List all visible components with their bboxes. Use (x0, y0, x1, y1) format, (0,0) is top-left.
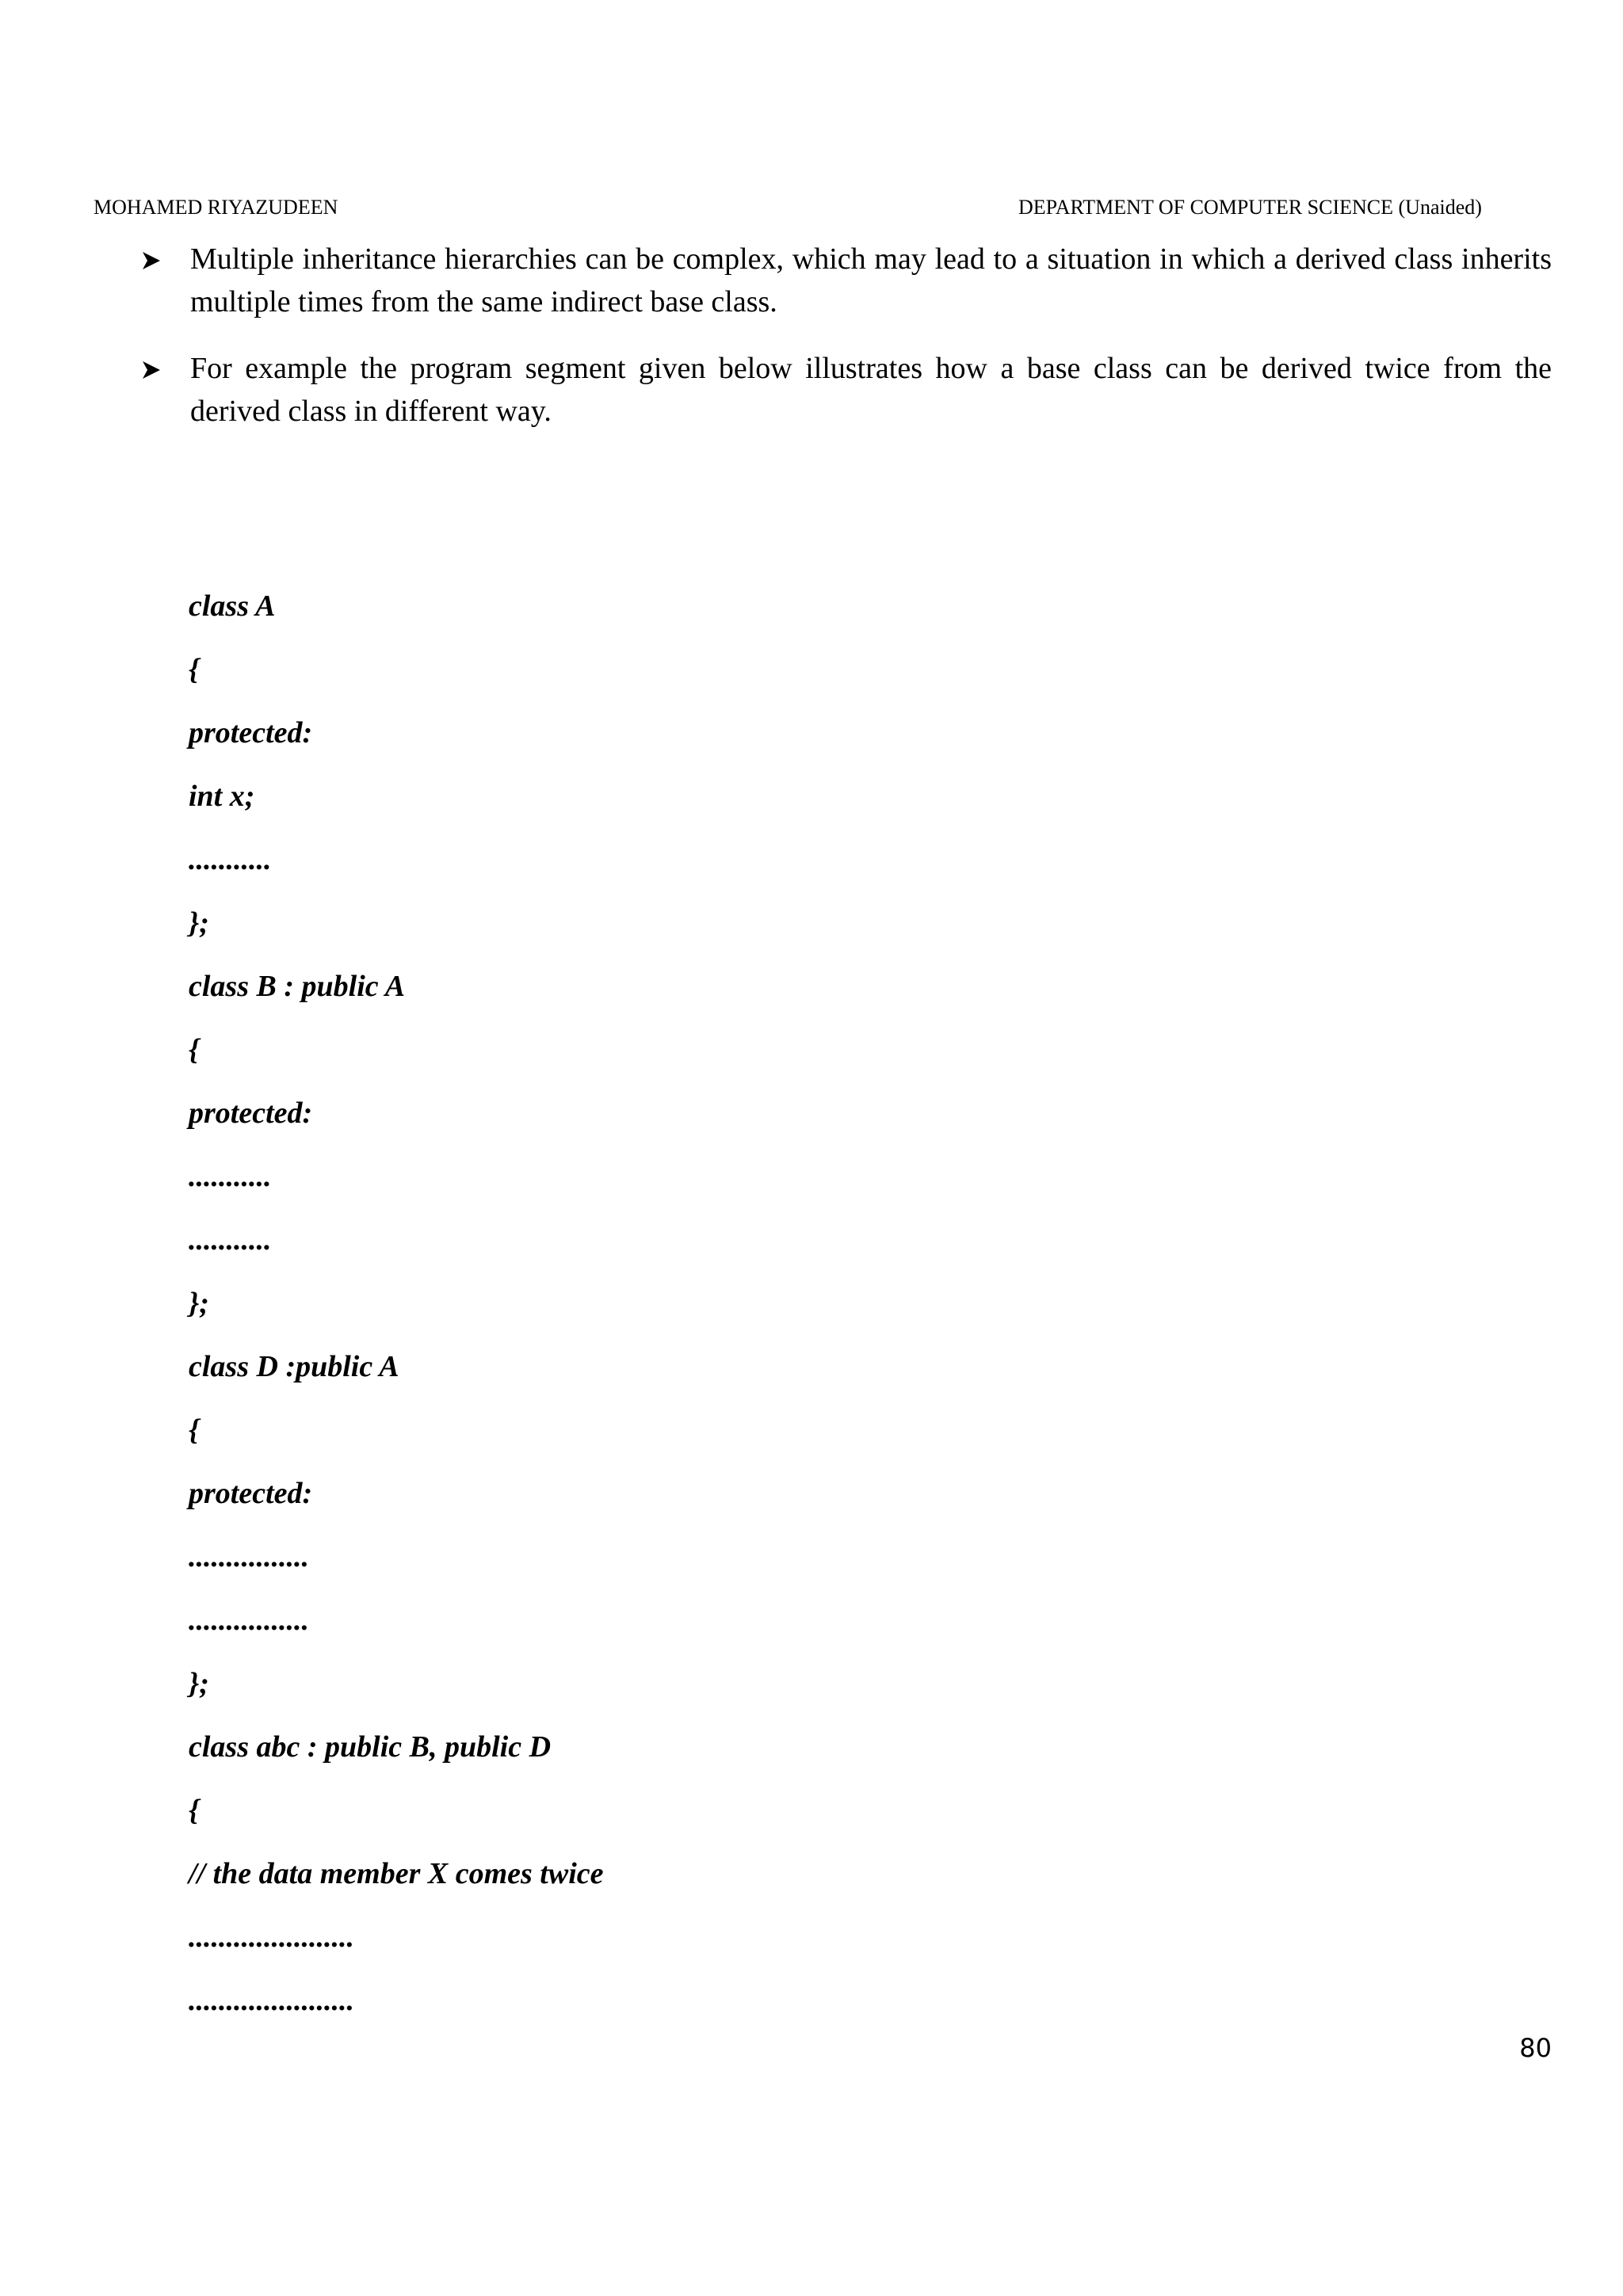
code-line: ................ (189, 1540, 309, 1573)
arrowhead-bullet-icon (141, 360, 162, 380)
code-line: { (189, 1794, 200, 1827)
code-line: int x; (189, 780, 255, 813)
page-number: 80 (1519, 2033, 1552, 2063)
bullet-list (141, 238, 1552, 456)
code-line: { (189, 653, 200, 686)
header-author: MOHAMED RIYAZUDEEN (94, 196, 338, 219)
header-department: DEPARTMENT OF COMPUTER SCIENCE (Unaided) (1018, 196, 1482, 219)
code-line: ................ (189, 1604, 309, 1637)
bullet-text: For example the program segment given below illustrates how a base class can be derived twice from the derived class in different way. (190, 352, 1552, 428)
code-line: ........... (189, 1160, 272, 1193)
code-line: }; (189, 1287, 209, 1320)
bullet-text: Multiple inheritance hierarchies can be complex, which may lead to a situation in which a derived class inherits multiple times from the same indirect base class. (190, 242, 1552, 318)
code-line: class A (189, 589, 276, 623)
code-line: class B : public A (189, 970, 406, 1003)
code-line: ........... (189, 1223, 272, 1257)
code-line: ...................... (189, 1984, 354, 2017)
bullet-item (141, 347, 1552, 433)
code-comment-line: // the data member X comes twice (189, 1857, 604, 1890)
code-line: { (189, 1033, 200, 1066)
page-header (94, 192, 1499, 223)
code-line: ........... (189, 843, 272, 876)
code-line: ...................... (189, 1920, 354, 1954)
arrowhead-bullet-icon (141, 250, 162, 271)
code-line: }; (189, 906, 209, 940)
code-line: protected: (189, 1477, 313, 1510)
code-line: class D :public A (189, 1350, 399, 1383)
code-line: { (189, 1413, 200, 1447)
code-line: }; (189, 1667, 209, 1700)
code-line: class abc : public B, public D (189, 1730, 552, 1764)
bullet-item (141, 238, 1552, 323)
code-block (189, 585, 603, 2042)
code-line: protected: (189, 716, 313, 749)
code-line: protected: (189, 1097, 313, 1130)
